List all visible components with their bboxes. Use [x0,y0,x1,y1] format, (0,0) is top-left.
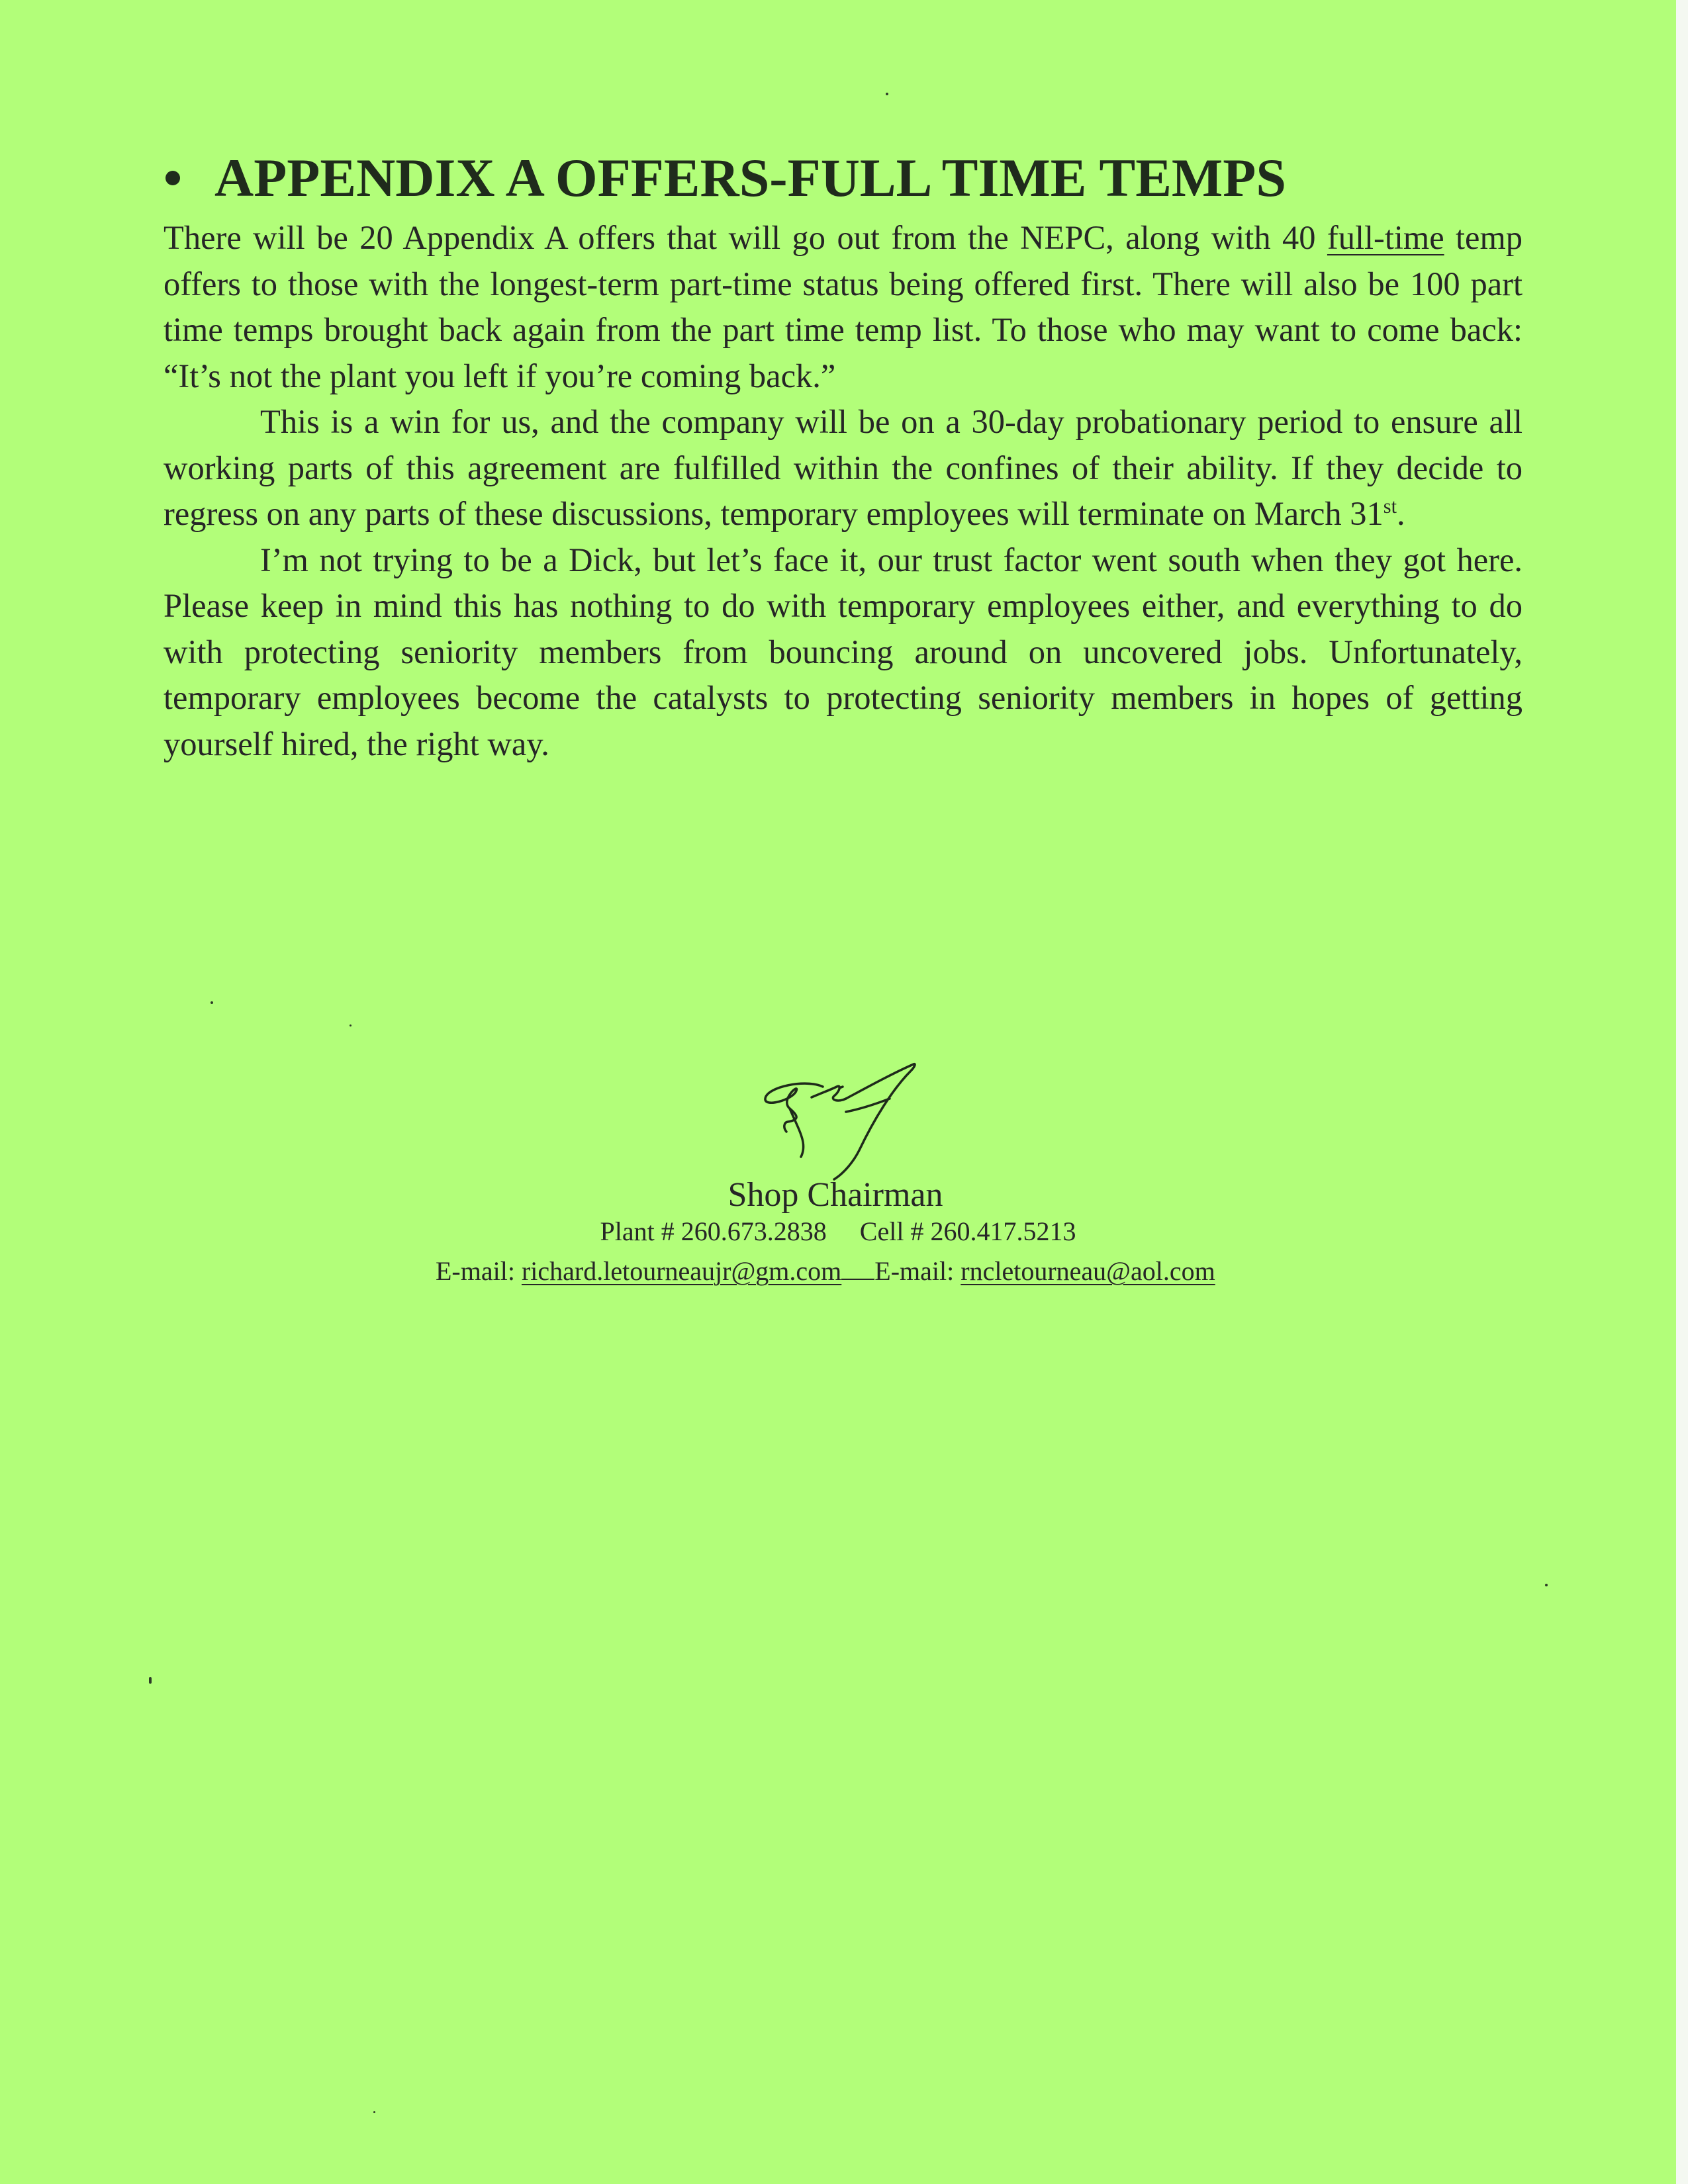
signature [760,1059,959,1191]
scan-speck [886,93,888,95]
heading-text: APPENDIX A OFFERS-FULL TIME TEMPS [214,148,1286,208]
paragraph-1-start: There will be 20 Appendix A offers that will go out from the NEPC, along with 40 [164,219,1327,256]
date-ordinal-suffix: st [1383,495,1397,518]
paragraph-2-text: This is a win for us, and the company will be on a 30-day probationary period to ensure all working parts of this agreement are fulfilled within the confines of their ability. If they decide to regress on any parts of these discussions, temporary employees will terminate on March 31 [164,403,1523,532]
scan-speck [211,1001,213,1004]
underline-gap [841,1259,874,1280]
bullet-icon [165,171,180,185]
email-link-2[interactable]: rncletourneau@aol.com [961,1256,1215,1286]
underlined-term: full-time [1327,219,1444,256]
email-link-1[interactable]: richard.letourneaujr@gm.com [521,1256,842,1286]
signer-title: Shop Chairman [727,1176,943,1214]
scan-speck [350,1024,352,1026]
scan-speck [373,2111,375,2113]
email-line [436,1255,1215,1287]
paragraph-2-period: . [1397,495,1405,532]
body-text [164,215,1523,767]
cell-phone: Cell # 260.417.5213 [859,1216,1076,1246]
plant-phone: Plant # 260.673.2838 [600,1216,827,1246]
section-heading [165,148,1286,208]
email-label-1: E-mail: [436,1256,522,1286]
paragraph-1 [164,215,1523,399]
scan-speck [149,1677,152,1684]
scan-speck [1545,1584,1548,1586]
paragraph-1-end: temp offers to those with the longest-term part-time status being offered first. There will also be 100 part time temps brought back again from the part time temp list. To those who may want to come back: “It’s not the plant you left if you’re coming back.” [164,219,1523,394]
paragraph-3: I’m not trying to be a Dick, but let’s face it, our trust factor went south when they got here. Please keep in mind this has nothing to do with temporary employees either, and everything to do with protecting seniority members from bouncing around on uncovered jobs. Unfortunately, temporary employees become the catalysts to protecting seniority members in hopes of getting yourself hired, the right way. [164,541,1523,762]
paragraph-2 [164,399,1523,537]
scan-edge [1676,0,1688,2184]
phone-numbers [0,1216,1676,1248]
email-label-2: E-mail: [874,1256,961,1286]
